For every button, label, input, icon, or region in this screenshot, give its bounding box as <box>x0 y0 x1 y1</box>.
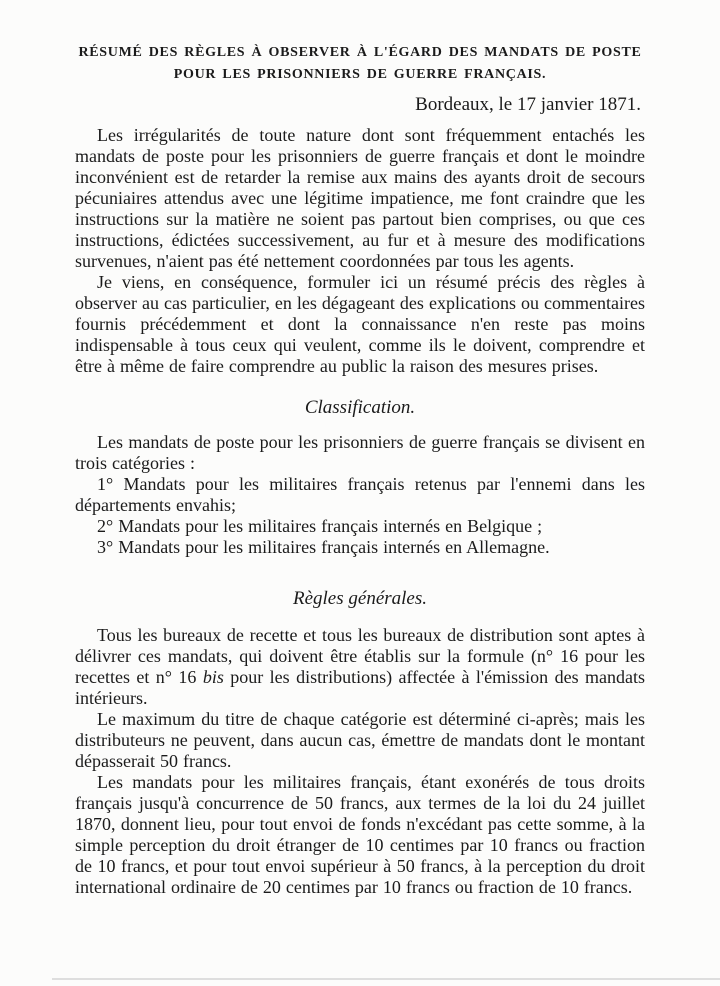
formule-text-after: pour les distributions) affectée à l'émission des mandats intérieurs. <box>75 667 645 708</box>
section-heading-classification: Classification. <box>304 397 416 418</box>
page-edge-rule <box>52 978 720 980</box>
paragraph-maximum: Le maximum du titre de chaque catégorie est déterminé ci-après; mais les distributeurs ne peuvent, dans aucun cas, émettre de mandats dont le montant dépasserait 50 francs. <box>75 709 645 771</box>
classification-item-3: 3° Mandats pour les militaires français internés en Allemagne. <box>97 537 550 557</box>
classification-item-2: 2° Mandats pour les militaires français internés en Belgique ; <box>97 516 543 536</box>
formule-text-before: Tous les bureaux de recette et tous les bureaux de distribution sont aptes à délivrer ces mandats, qui doivent être établis sur la formule (n° 16 pour les recettes et n° 16 <box>75 625 645 687</box>
classification-list <box>75 474 645 558</box>
classification-item-1: 1° Mandats pour les militaires français retenus par l'ennemi dans les départements envahis; <box>75 474 645 515</box>
document-content <box>75 42 645 898</box>
title-line-2: POUR LES PRISONNIERS DE GUERRE FRANÇAIS. <box>173 67 547 82</box>
title-line-1: RÉSUMÉ DES RÈGLES À OBSERVER À L'ÉGARD DES MANDATS DE POSTE <box>78 45 642 60</box>
section-heading-regles-generales: Règles générales. <box>292 588 427 609</box>
paragraph-formule <box>75 625 645 709</box>
classification-intro: Les mandats de poste pour les prisonniers de guerre français se divisent en trois catégories : <box>75 432 645 473</box>
dateline: Bordeaux, le 17 janvier 1871. <box>415 94 641 115</box>
formule-bis-italic: bis <box>202 667 224 687</box>
document-title <box>75 42 645 86</box>
intro-paragraph-2: Je viens, en conséquence, formuler ici un résumé précis des règles à observer au cas particulier, en les dégageant des explications ou commentaires fournis précédemment et dont la connaissance n'en reste pas moins indispensable à tous ceux qui veulent, comme ils le doivent, comprendre et être à même de faire comprendre au public la raison des mesures prises. <box>75 272 645 376</box>
paragraph-exoneration: Les mandats pour les militaires français, étant exonérés de tous droits français jusqu'à concurrence de 50 francs, aux termes de la loi du 24 juillet 1870, donnent lieu, pour tout envoi de fonds n'excédant pas cette somme, à la simple perception du droit étranger de 10 centimes par 10 francs ou fraction de 10 francs, et pour tout envoi supérieur à 50 francs, à la perception du droit international ordinaire de 20 centimes par 10 francs ou fraction de 10 francs. <box>75 772 645 897</box>
intro-paragraph-1: Les irrégularités de toute nature dont sont fréquemment entachés les mandats de poste pour les prisonniers de guerre français et dont le moindre inconvénient est de retarder la remise aux mains des ayants droit de secours pécuniaires attendus avec une légitime impatience, me font craindre que les instructions sur la matière ne soient pas partout bien comprises, ou que ces instructions, édictées successivement, au fur et à mesure des modifications survenues, n'aient pas été nettement coordonnées par tous les agents. <box>75 125 645 271</box>
